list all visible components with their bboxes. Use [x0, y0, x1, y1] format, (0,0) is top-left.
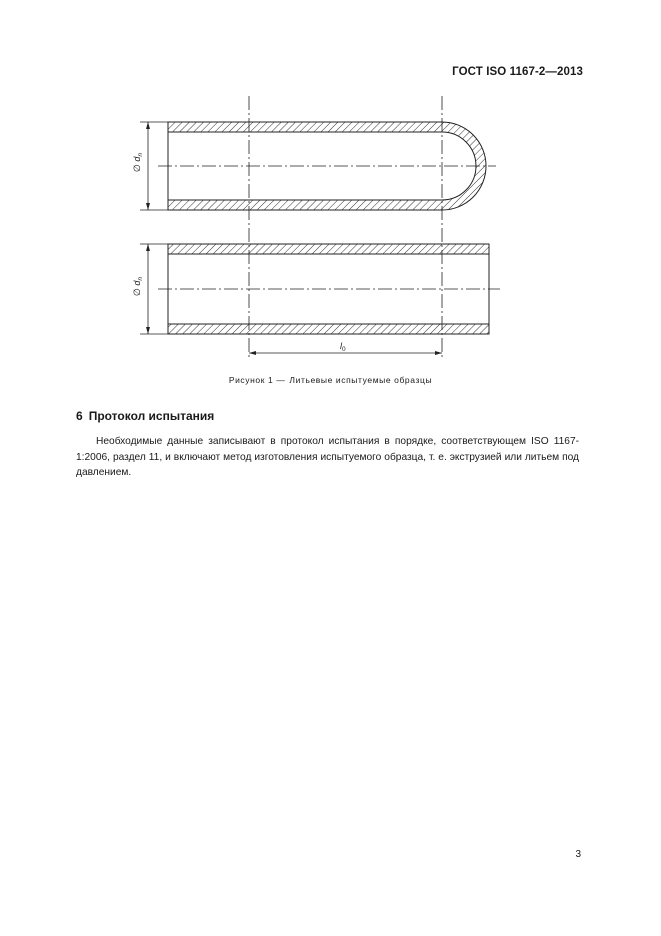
- caption-number: Рисунок 1 —: [228, 375, 286, 385]
- section-title: Протокол испытания: [88, 409, 215, 423]
- diameter-label-bottom: ∅ $d_n$: [132, 277, 144, 296]
- caption-text: Литьевые испытуемые образцы: [289, 375, 433, 385]
- specimen-figure: [0, 0, 661, 370]
- section-paragraph: [76, 434, 579, 481]
- figure-caption: [0, 375, 661, 385]
- open-tube-specimen: [140, 244, 500, 334]
- closed-end-specimen: [140, 122, 496, 210]
- standard-code-header: ГОСТ ISO 1167-2—2013: [452, 66, 583, 78]
- diameter-label-top: ∅ $d_n$: [132, 153, 144, 172]
- section-number: 6: [76, 409, 83, 423]
- section-heading: [76, 409, 214, 423]
- length-label: $l_0$: [340, 341, 346, 353]
- paragraph-text: Необходимые данные записывают в протокол испытания в порядке, соответствующем ISO 1167-1:2006, раздел 11, и включают метод изготовления испытуемого образца, т. е. экструзией или литьем под давлением.: [76, 436, 579, 478]
- page-number: 3: [575, 849, 581, 860]
